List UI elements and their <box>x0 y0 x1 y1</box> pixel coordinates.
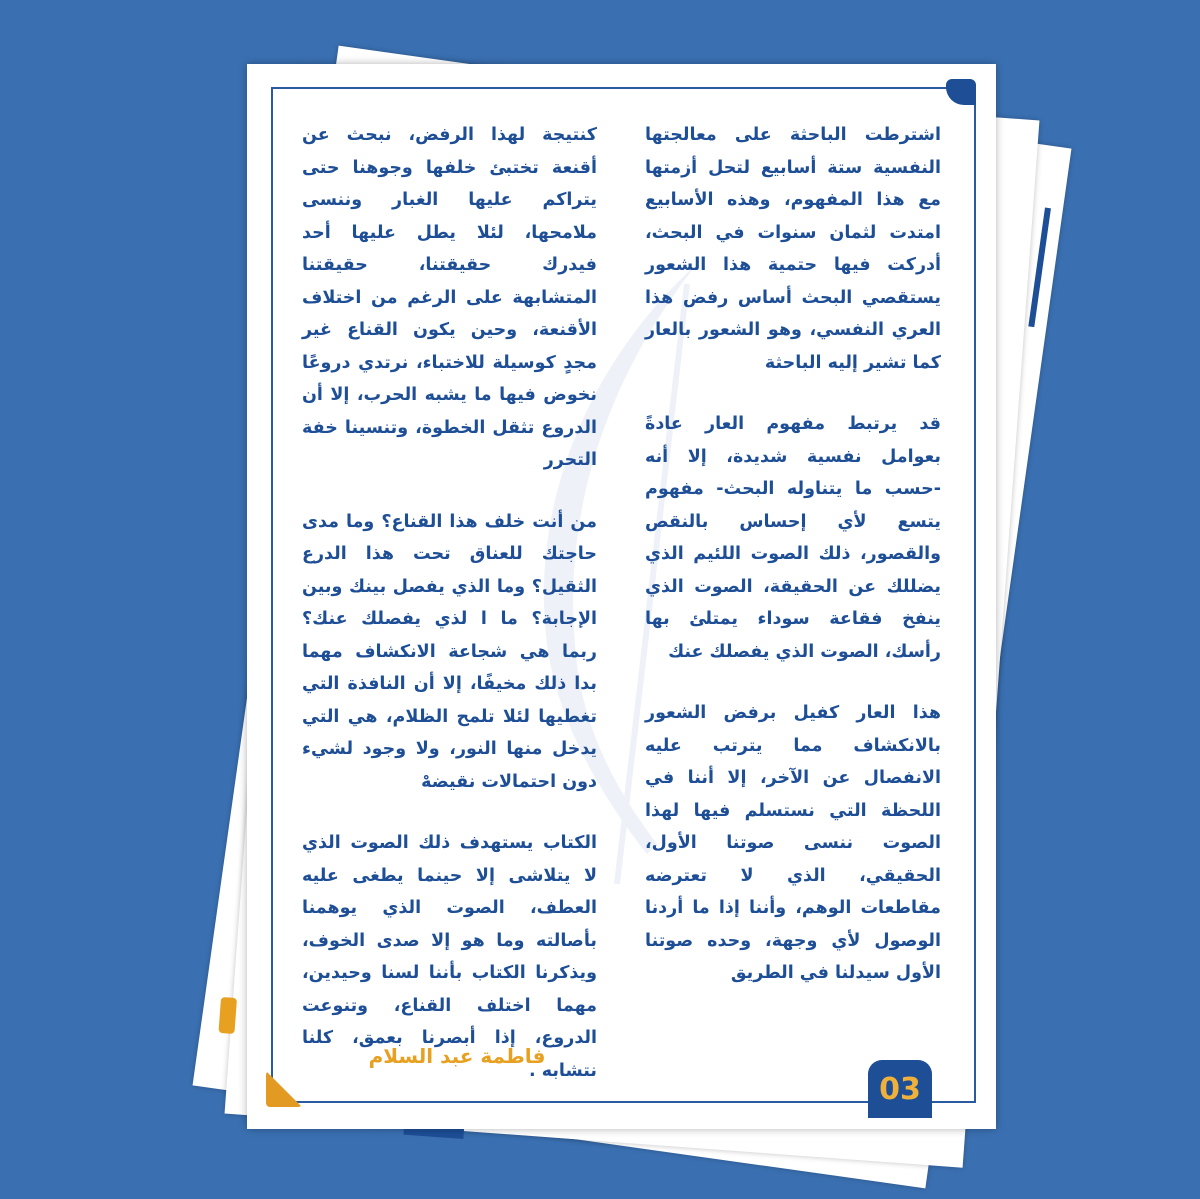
column-right <box>645 119 941 1019</box>
paragraph-right-3: هذا العار كفيل برفض الشعور بالانكشاف مما يترتب عليه الانفصال عن الآخر، إلا أننا في اللحظة التي نستسلم فيها لهذا الصوت ننسى صوتنا الأول، الحقيقي، الذي لا تعترضه مقاطعات الوهم، وأننا إذا ما أردنا الوصول لأي وجهة، وحده صوتنا الأول سيدلنا في الطريق <box>645 703 941 983</box>
author-name: فاطمة عبد السلام <box>368 1044 546 1068</box>
paragraph-left-1: كنتيجة لهذا الرفض، نبحث عن أقنعة تختبئ خلفها وجوهنا حتى يتراكم عليها الغبار وننسى ملامحها، لئلا يطل عليها أحد فيدرك حقيقتنا، حقيقتنا المتشابهة على الرغم من اختلاف الأقنعة، وحين يكون القناع غير مجدٍ كوسيلة للاختباء، نرتدي دروعًا نخوض فيها ما يشبه الحرب، إلا أن الدروع تثقل الخطوة، وتنسينا خفة التحرر <box>302 125 597 470</box>
magazine-page <box>247 64 996 1129</box>
page-number-badge: 03 <box>868 1060 932 1118</box>
paragraph-left-3: الكتاب يستهدف ذلك الصوت الذي لا يتلاشى إلا حينما يطغى عليه العطف، الصوت الذي يوهمنا بأصالته وما هو إلا صدى الخوف، ويذكرنا الكتاب بأننا لسنا وحيدين، مهما اختلف القناع، وتنوعت الدروع، إذا أبصرنا بعمق، كلنا نتشابه . <box>302 833 597 1081</box>
column-left <box>302 119 597 1116</box>
paragraph-right-2: قد يرتبط مفهوم العار عادةً بعوامل نفسية شديدة، إلا أنه -حسب ما يتناوله البحث- مفهوم يتسع لأي إحساس بالنقص والقصور، ذلك الصوت اللئيم الذي يضللك عن الحقيقة، الصوت الذي ينفخ فقاعة سوداء يمتلئ بها رأسك، الصوت الذي يفصلك عنك <box>645 414 941 662</box>
paragraph-right-1: اشترطت الباحثة على معالجتها النفسية ستة أسابيع لتحل أزمتها مع هذا المفهوم، وهذه الأسابيع امتدت لثمان سنوات في البحث، أدركت فيها حتمية هذا الشعور يستقصي البحث أساس رفض هذا العري النفسي، وهو الشعور بالعار كما تشير إليه الباحثة <box>645 125 941 373</box>
sheet-accent-gold <box>218 997 237 1034</box>
paragraph-left-2: من أنت خلف هذا القناع؟ وما مدى حاجتك للعناق تحت هذا الدرع الثقيل؟ وما الذي يفصل بينك وبين الإجابة؟ ما ا لذي يفصلك عنك؟ ربما هي شجاعة الانكشاف مهما بدا ذلك مخيفًا، إلا أن النافذة التي تغطيها لئلا تلمح الظلام، هي التي يدخل منها النور، ولا وجود لشيء دون احتمالات نقيضهْ <box>302 511 597 792</box>
